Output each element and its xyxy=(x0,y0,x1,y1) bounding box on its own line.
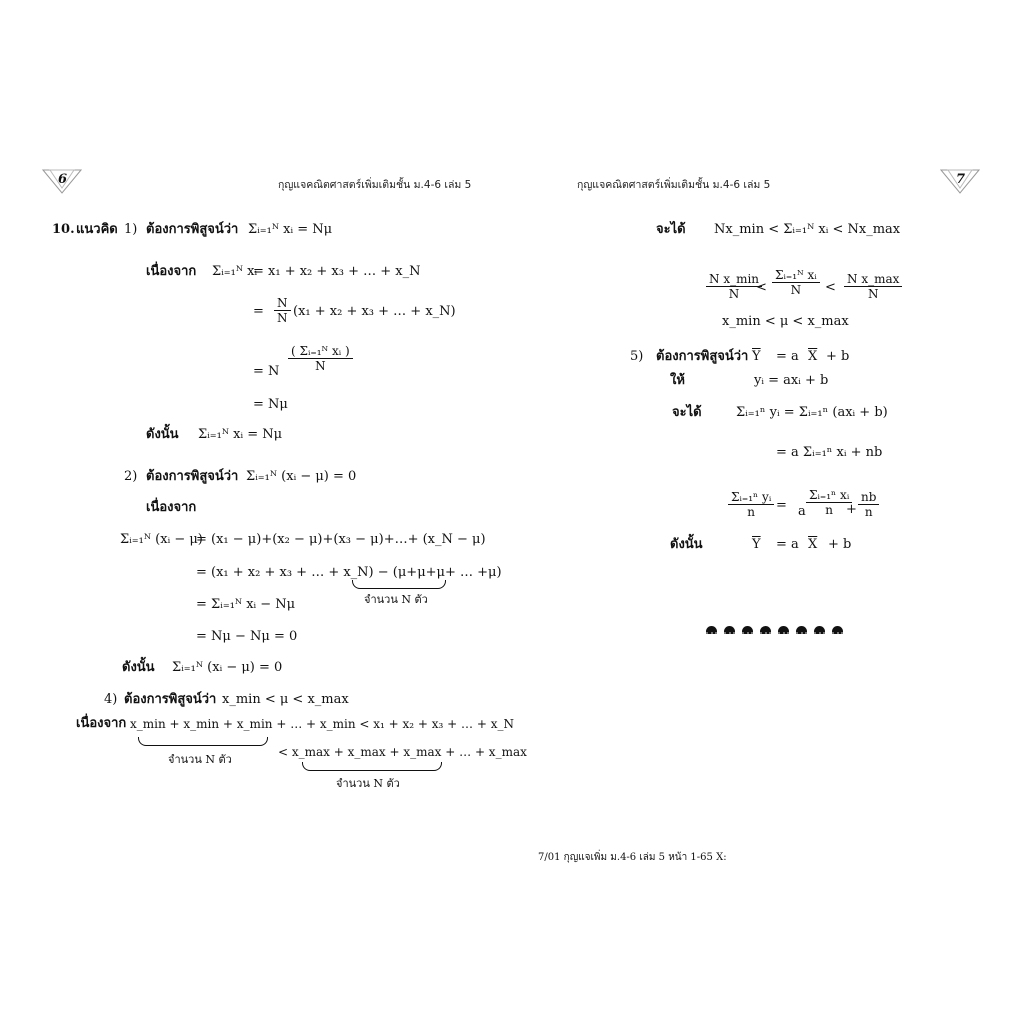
running-header: กุญแจคณิตศาสตร์เพิ่มเติมชั้น ม.4-6 เล่ม 5 xyxy=(278,179,472,191)
since-label: เนื่องจาก xyxy=(146,264,197,279)
claim-text: ต้องการพิสูจน์ว่า xyxy=(124,692,217,707)
equation-lhs: Σᵢ₌₁ᴺ (xᵢ − μ) xyxy=(120,532,203,547)
since-label: เนื่องจาก xyxy=(146,500,197,515)
coefficient: a xyxy=(798,504,806,519)
part-label: 5) xyxy=(630,349,644,364)
claim-expression: Σᵢ₌₁ᴺ (xᵢ − μ) = 0 xyxy=(246,469,357,484)
therefore-label: ดังนั้น xyxy=(122,660,155,675)
underbrace xyxy=(352,580,446,589)
less-than: < xyxy=(825,280,836,295)
claim-text: ต้องการพิสูจน์ว่า xyxy=(146,222,239,237)
part-label: 4) xyxy=(104,692,118,707)
approach-label: แนวคิด xyxy=(76,222,118,237)
fraction xyxy=(274,296,291,325)
equation-step: = Σᵢ₌₁ᴺ xᵢ − Nμ xyxy=(196,597,296,612)
equals-sign: = xyxy=(776,498,787,513)
less-than: < xyxy=(756,280,767,295)
inequality-line: x_min + x_min + x_min + … + x_min < x₁ + x₂ + x₃ + … + x_N xyxy=(130,717,515,731)
fraction xyxy=(728,490,774,519)
therefore-label: ดังนั้น xyxy=(670,537,703,552)
equals-sign: = xyxy=(253,304,264,319)
denominator: N xyxy=(728,287,740,301)
claim-expression: Σᵢ₌₁ᴺ xᵢ = Nμ xyxy=(248,222,333,237)
ornament-icon xyxy=(742,626,753,634)
ornament-icon xyxy=(832,626,843,634)
problem-number: 10. xyxy=(52,222,75,237)
numerator: Σᵢ₌₁ⁿ xᵢ xyxy=(806,488,852,503)
equation-rhs: + b xyxy=(828,537,852,552)
claim-expression: x_min < μ < x_max xyxy=(222,692,349,707)
denominator: n xyxy=(864,505,873,519)
equation-step: = (x₁ − μ)+(x₂ − μ)+(x₃ − μ)+…+ (x_N − μ) xyxy=(196,532,486,547)
equation-step: = N xyxy=(253,364,280,379)
ornament-icon xyxy=(706,626,717,634)
equation-step: = x₁ + x₂ + x₃ + … + x_N xyxy=(253,264,421,279)
print-footer: 7/01 กุญแจเพิ่ม ม.4-6 เล่ม 5 หน้า 1-65 X: xyxy=(538,852,727,863)
x-bar: $\overline{X}$ xyxy=(808,349,818,364)
x-bar: $\overline{X}$ xyxy=(808,537,818,552)
fraction xyxy=(844,272,902,301)
get-label: จะได้ xyxy=(672,405,702,420)
brace-label: จำนวน N ตัว xyxy=(168,753,232,766)
part-label: 1) xyxy=(124,222,138,237)
numerator: Σᵢ₌₁ᴺ xᵢ xyxy=(772,268,820,283)
inequality-line: x_min < μ < x_max xyxy=(722,314,849,329)
denominator: n xyxy=(825,503,833,517)
numerator: Σᵢ₌₁ⁿ yᵢ xyxy=(728,490,774,505)
numerator: ( Σᵢ₌₁ᴺ xᵢ ) xyxy=(288,344,353,359)
equation-step: = (x₁ + x₂ + x₃ + … + x_N) − (μ+μ+μ+ … +μ) xyxy=(196,565,502,580)
y-bar: $\overline{Y}$ xyxy=(752,349,761,364)
underbrace xyxy=(138,737,268,746)
page-number: 7 xyxy=(956,172,966,187)
equation-rhs: = a xyxy=(776,537,799,552)
equation-step: = Nμ − Nμ = 0 xyxy=(196,629,298,644)
denominator: n xyxy=(747,505,755,519)
fraction xyxy=(858,490,879,519)
fraction xyxy=(772,268,820,297)
equation-step: = a Σᵢ₌₁ⁿ xᵢ + nb xyxy=(776,445,883,460)
equation-rhs: = a xyxy=(776,349,799,364)
conclusion: Σᵢ₌₁ᴺ xᵢ = Nμ xyxy=(198,427,283,442)
claim-text: ต้องการพิสูจน์ว่า xyxy=(146,469,239,484)
therefore-label: ดังนั้น xyxy=(146,427,179,442)
denominator: N xyxy=(315,359,326,373)
page-number: 6 xyxy=(58,172,68,187)
get-label: จะได้ xyxy=(656,222,686,237)
let-expression: yᵢ = axᵢ + b xyxy=(754,373,829,388)
numerator: nb xyxy=(858,490,879,505)
brace-label: จำนวน N ตัว xyxy=(336,777,400,790)
ornament-icon xyxy=(778,626,789,634)
numerator: N x_max xyxy=(844,272,902,287)
denominator: N xyxy=(277,311,288,325)
let-label: ให้ xyxy=(670,373,685,388)
denominator: N xyxy=(867,287,879,301)
ornament-icon xyxy=(760,626,771,634)
running-header: กุญแจคณิตศาสตร์เพิ่มเติมชั้น ม.4-6 เล่ม 5 xyxy=(577,179,771,191)
fraction xyxy=(706,272,762,301)
get-expression: Σᵢ₌₁ⁿ yᵢ = Σᵢ₌₁ⁿ (axᵢ + b) xyxy=(736,405,888,420)
end-ornament xyxy=(706,626,843,634)
underbrace xyxy=(302,762,442,771)
fraction xyxy=(288,344,353,373)
ornament-icon xyxy=(796,626,807,634)
denominator: N xyxy=(790,283,802,297)
equation-lhs: Σᵢ₌₁ᴺ xᵢ xyxy=(212,264,258,279)
inequality-line: < x_max + x_max + x_max + … + x_max xyxy=(278,745,527,759)
since-label: เนื่องจาก xyxy=(76,716,127,731)
numerator: N xyxy=(274,296,291,311)
claim-text: ต้องการพิสูจน์ว่า xyxy=(656,349,749,364)
equation-rhs: + b xyxy=(826,349,850,364)
y-bar: $\overline{Y}$ xyxy=(752,537,761,552)
equation-step: (x₁ + x₂ + x₃ + … + x_N) xyxy=(293,304,456,319)
equation-step: = Nμ xyxy=(253,397,288,412)
plus-sign: + xyxy=(846,502,857,517)
conclusion: Σᵢ₌₁ᴺ (xᵢ − μ) = 0 xyxy=(172,660,283,675)
inequality-line: Nx_min < Σᵢ₌₁ᴺ xᵢ < Nx_max xyxy=(714,222,901,237)
brace-label: จำนวน N ตัว xyxy=(364,593,428,606)
numerator: N x_min xyxy=(706,272,762,287)
ornament-icon xyxy=(724,626,735,634)
part-label: 2) xyxy=(124,469,138,484)
ornament-icon xyxy=(814,626,825,634)
